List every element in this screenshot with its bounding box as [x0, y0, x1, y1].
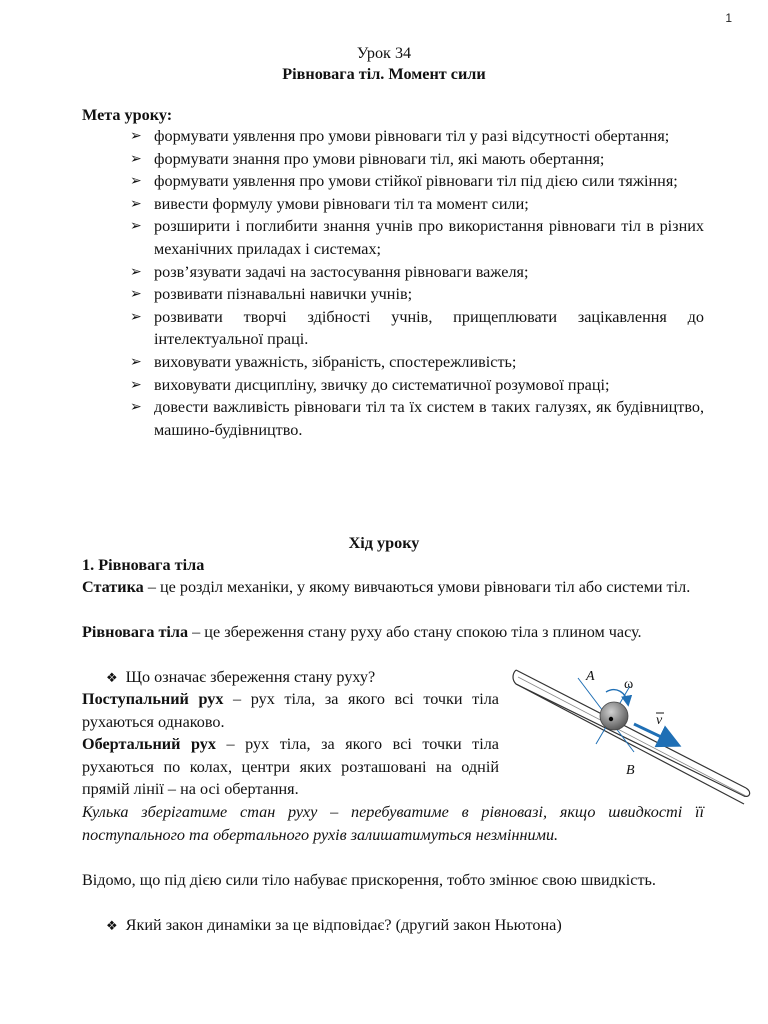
goal-item — [130, 396, 704, 441]
arrow-bullet-icon: ➢ — [130, 399, 142, 416]
goal-text: формувати знання про умови рівноваги тіл, які мають обертання; — [154, 149, 605, 168]
arrow-bullet-icon: ➢ — [130, 195, 142, 212]
goal-item — [130, 148, 704, 171]
label-b: B — [626, 763, 635, 778]
label-a: A — [586, 669, 595, 684]
label-v: v — [656, 713, 663, 728]
arrow-bullet-icon: ➢ — [130, 308, 142, 325]
goal-text: вивести формулу умови рівноваги тіл та момент сили; — [154, 194, 529, 213]
equilibrium-paragraph — [82, 621, 704, 644]
goal-item — [130, 306, 704, 351]
goal-text: розвивати творчі здібності учнів, прищеплювати зацікавлення до інтелектуальної праці. — [154, 307, 704, 349]
arrow-bullet-icon: ➢ — [130, 218, 142, 235]
statics-term: Статика — [82, 578, 144, 596]
equilibrium-definition: – це збереження стану руху або стану спокою тіла з плином часу. — [188, 623, 642, 641]
goal-text: розвивати пізнавальні навички учнів; — [154, 285, 413, 304]
arrow-bullet-icon: ➢ — [130, 263, 142, 280]
ball-center-dot — [609, 717, 613, 721]
inclined-trough-figure — [506, 656, 756, 811]
translational-paragraph — [82, 688, 499, 733]
goal-item — [130, 170, 704, 193]
goal-text: розширити і поглибити знання учнів про використання рівноваги тіл в різних механічних приладах і системах; — [154, 217, 704, 258]
lesson-progress-heading: Хід уроку — [348, 534, 420, 552]
page-number: 1 — [725, 11, 732, 25]
goal-text: виховувати уважність, зібраність, спостережливість; — [154, 352, 517, 371]
lesson-title: Рівновага тіл. Момент сили — [282, 65, 486, 83]
translational-definition: – рух тіла, за якого всі точки тіла рухаються однаково. — [82, 690, 499, 731]
arrow-bullet-icon: ➢ — [130, 376, 142, 393]
question-1-text: Що означає збереження стану руху? — [125, 668, 376, 686]
goal-item — [130, 261, 704, 284]
lesson-number: Урок 34 — [356, 44, 412, 62]
goal-text: довести важливість рівноваги тіл та їх систем в таких галузях, як будівництво, машино-будівництво. — [154, 398, 704, 439]
diamond-bullet-icon: ❖ — [106, 671, 118, 686]
diamond-bullet-icon: ❖ — [106, 919, 118, 934]
arrow-bullet-icon: ➢ — [130, 150, 142, 167]
goal-item — [130, 215, 704, 260]
question-1 — [106, 666, 506, 691]
translational-term: Поступальний рух — [82, 690, 224, 708]
goal-item — [130, 193, 704, 216]
goal-item — [130, 374, 704, 397]
label-omega: ω — [624, 677, 634, 692]
goals-list — [130, 125, 704, 441]
arrow-bullet-icon: ➢ — [130, 128, 142, 144]
goal-text: розв’язувати задачі на застосування рівноваги важеля; — [154, 262, 529, 281]
ball-shape — [600, 702, 628, 730]
italic-note-text: Кулька зберігатиме стан руху – перебуватиме в рівновазі, якщо швидкості її поступального та обертального рухів залишатимуться незмінними. — [82, 803, 704, 844]
arrow-bullet-icon: ➢ — [130, 286, 142, 303]
goal-item — [130, 283, 704, 306]
statics-paragraph — [82, 576, 704, 599]
goal-item — [130, 351, 704, 374]
arrow-bullet-icon: ➢ — [130, 173, 142, 190]
rotational-paragraph — [82, 733, 499, 801]
question-2-text: Який закон динаміки за це відповідає? (другий закон Ньютона) — [125, 916, 562, 934]
goal-text: формувати уявлення про умови рівноваги тіл у разі відсутності обертання; — [154, 127, 670, 145]
goal-text: формувати уявлення про умови стійкої рівноваги тіл під дією сили тяжіння; — [154, 172, 678, 191]
force-paragraph: Відомо, що під дією сили тіло набуває прискорення, тобто змінює свою швидкість. — [82, 871, 656, 889]
statics-definition: – це розділ механіки, у якому вивчаються умови рівноваги тіл або системи тіл. — [143, 578, 691, 596]
rotational-term: Обертальний рух — [82, 735, 216, 753]
rotational-definition: – рух тіла, за якого всі точки тіла рухаються по колах, центри яких розташовані на одній прямій лінії – на осі обертання. — [82, 735, 499, 799]
section-title: 1. Рівновага тіла — [82, 556, 205, 574]
arrow-bullet-icon: ➢ — [130, 353, 142, 370]
equilibrium-term: Рівновага тіла — [82, 623, 189, 641]
goal-text: виховувати дисципліну, звичку до систематичної розумової праці; — [154, 375, 610, 394]
question-2 — [106, 914, 704, 939]
goal-item — [130, 125, 704, 148]
goals-heading: Мета уроку: — [82, 106, 173, 124]
